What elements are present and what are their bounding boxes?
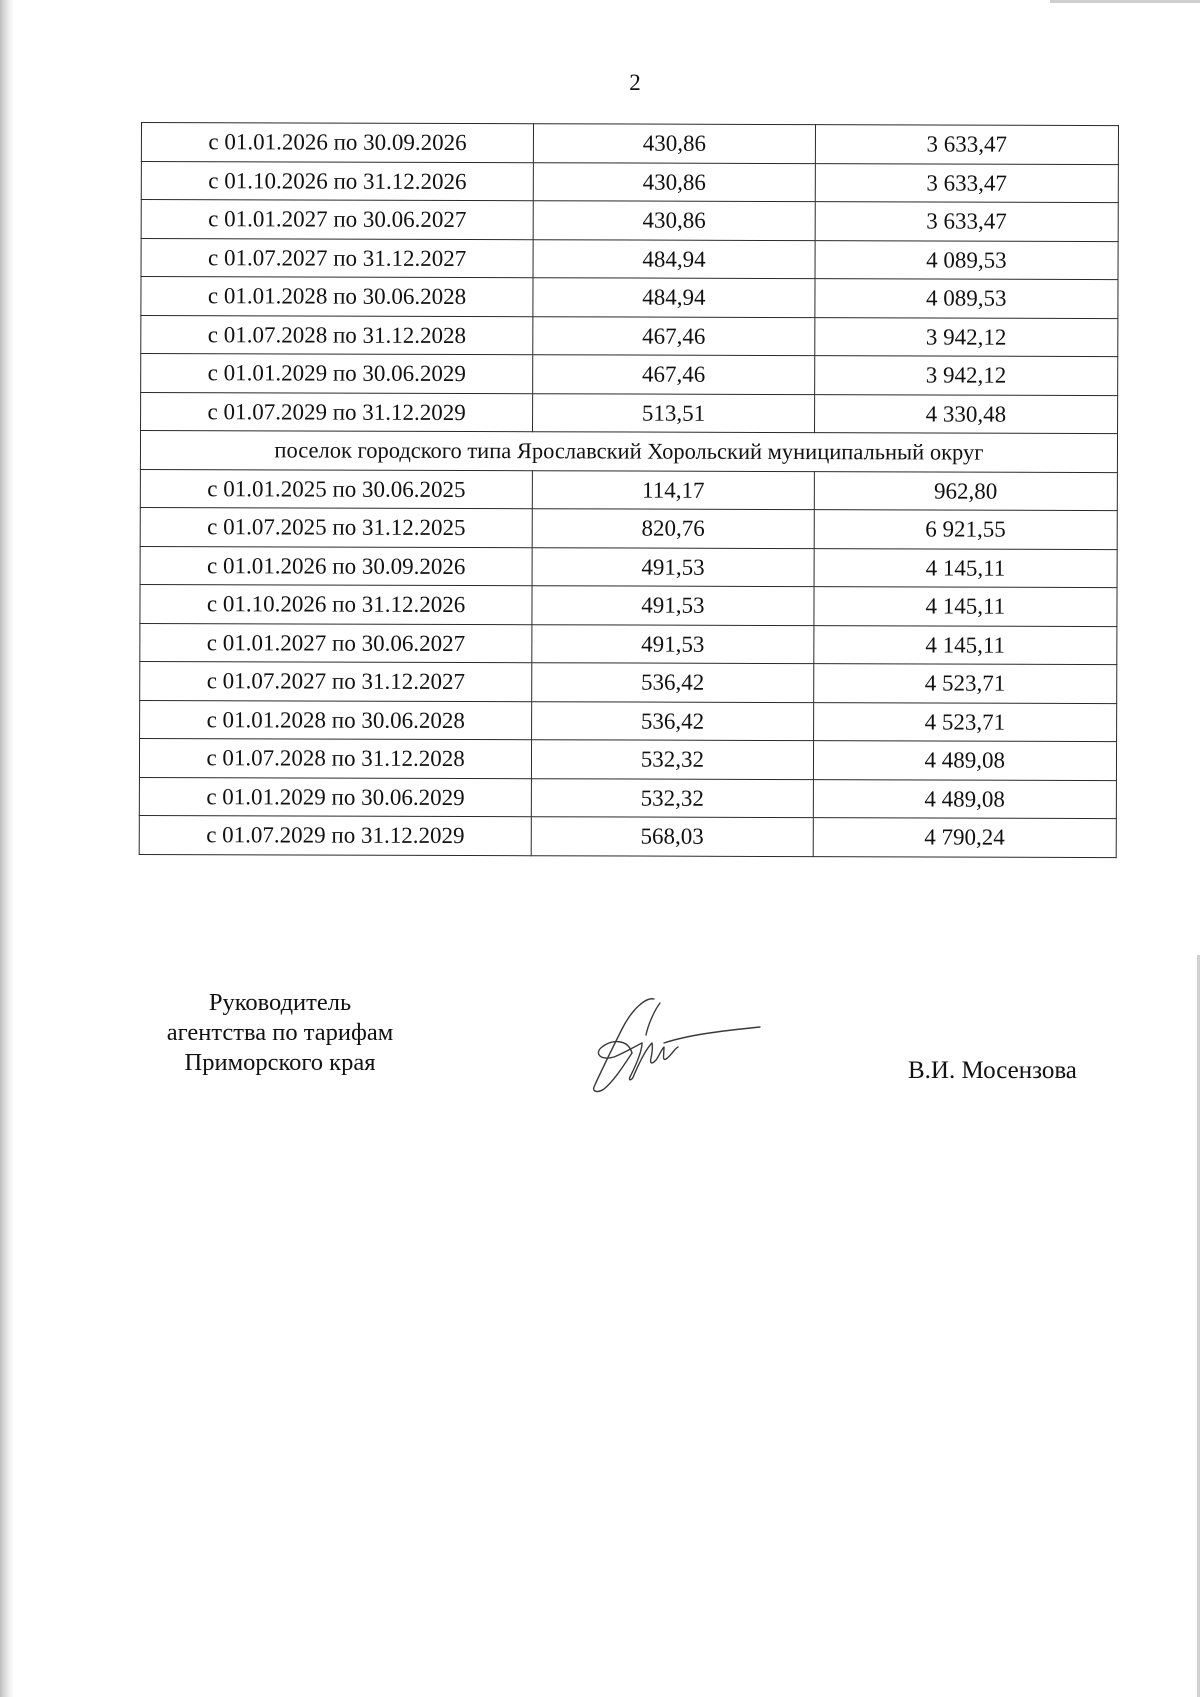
value-2-cell: 3 942,12 <box>814 356 1117 395</box>
table-row <box>141 392 1118 434</box>
handwritten-signature <box>588 995 768 1095</box>
value-1-cell: 820,76 <box>532 509 814 548</box>
period-cell: с 01.07.2028 по 31.12.2028 <box>141 315 533 355</box>
period-cell: с 01.07.2029 по 31.12.2029 <box>141 392 533 432</box>
table-row <box>140 661 1117 703</box>
table-row <box>141 354 1118 396</box>
value-1-cell: 430,86 <box>533 201 815 240</box>
value-2-cell: 4 145,11 <box>813 625 1116 664</box>
value-2-cell: 962,80 <box>814 471 1117 510</box>
section-heading-row <box>140 431 1117 473</box>
table-row <box>140 469 1117 511</box>
value-1-cell: 536,42 <box>532 663 814 702</box>
period-cell: с 01.01.2026 по 30.09.2026 <box>140 546 532 586</box>
value-1-cell: 114,17 <box>533 470 815 509</box>
value-1-cell: 491,53 <box>532 586 814 625</box>
value-1-cell: 491,53 <box>532 624 814 663</box>
table-row <box>141 277 1118 319</box>
value-1-cell: 430,86 <box>533 162 815 201</box>
period-cell: с 01.01.2028 по 30.06.2028 <box>140 700 532 740</box>
table-row <box>141 238 1118 280</box>
period-cell: с 01.01.2029 по 30.06.2029 <box>139 777 531 817</box>
value-2-cell: 4 145,11 <box>814 587 1117 626</box>
period-cell: с 01.07.2025 по 31.12.2025 <box>140 507 532 547</box>
table-row <box>141 200 1118 242</box>
signatory-position-line: Приморского края <box>184 1049 376 1076</box>
value-1-cell: 568,03 <box>531 817 813 856</box>
period-cell: с 01.07.2027 по 31.12.2027 <box>140 661 532 701</box>
value-1-cell: 467,46 <box>533 316 815 355</box>
table-row <box>141 161 1118 203</box>
period-cell: с 01.01.2027 по 30.06.2027 <box>140 623 532 663</box>
period-cell: с 01.10.2026 по 31.12.2026 <box>141 161 533 201</box>
value-2-cell: 3 633,47 <box>815 163 1118 202</box>
period-cell: с 01.01.2027 по 30.06.2027 <box>141 200 533 240</box>
value-2-cell: 3 942,12 <box>814 317 1117 356</box>
page-number: 2 <box>629 70 641 95</box>
value-2-cell: 4 489,08 <box>813 741 1116 780</box>
value-2-cell: 4 790,24 <box>813 818 1116 857</box>
section-heading: поселок городского типа Ярославский Хорольский муниципальный округ <box>140 431 1117 473</box>
period-cell: с 01.07.2029 по 31.12.2029 <box>139 815 531 855</box>
table-row <box>141 123 1118 165</box>
value-2-cell: 4 145,11 <box>814 548 1117 587</box>
value-2-cell: 4 523,71 <box>813 702 1116 741</box>
value-1-cell: 532,32 <box>532 778 814 817</box>
value-2-cell: 6 921,55 <box>814 510 1117 549</box>
table-row <box>140 507 1117 549</box>
value-1-cell: 484,94 <box>533 278 815 317</box>
value-2-cell: 4 489,08 <box>813 779 1116 818</box>
value-1-cell: 536,42 <box>532 701 814 740</box>
value-2-cell: 4 330,48 <box>814 394 1117 433</box>
period-cell: с 01.01.2029 по 30.06.2029 <box>141 354 533 394</box>
tariff-table <box>139 122 1119 858</box>
table-row <box>140 584 1117 626</box>
value-2-cell: 3 633,47 <box>815 125 1118 164</box>
value-1-cell: 430,86 <box>534 124 816 163</box>
table-row <box>139 738 1116 780</box>
value-1-cell: 491,53 <box>532 547 814 586</box>
signatory-position <box>130 988 430 1078</box>
value-2-cell: 4 089,53 <box>815 240 1118 279</box>
table-row <box>141 315 1118 357</box>
table-row <box>140 546 1117 588</box>
table-row <box>140 623 1117 665</box>
table-row <box>139 777 1116 819</box>
value-1-cell: 532,32 <box>532 740 814 779</box>
table-row <box>139 815 1116 857</box>
signatory-name: В.И. Мосензова <box>908 1057 1077 1084</box>
period-cell: с 01.10.2026 по 31.12.2026 <box>140 584 532 624</box>
tariff-table-body <box>139 123 1118 858</box>
period-cell: с 01.01.2028 по 30.06.2028 <box>141 277 533 317</box>
value-2-cell: 3 633,47 <box>815 202 1118 241</box>
scan-edge-left <box>0 0 14 1697</box>
period-cell: с 01.01.2025 по 30.06.2025 <box>140 469 532 509</box>
signatory-position-line: агентства по тарифам <box>166 1019 394 1046</box>
value-1-cell: 513,51 <box>533 393 815 432</box>
value-2-cell: 4 089,53 <box>815 279 1118 318</box>
period-cell: с 01.07.2027 по 31.12.2027 <box>141 238 533 278</box>
period-cell: с 01.07.2028 по 31.12.2028 <box>139 738 531 778</box>
period-cell: с 01.01.2026 по 30.09.2026 <box>141 123 533 163</box>
value-1-cell: 484,94 <box>533 239 815 278</box>
table-row <box>140 700 1117 742</box>
value-1-cell: 467,46 <box>533 355 815 394</box>
value-2-cell: 4 523,71 <box>813 664 1116 703</box>
scan-edge-top <box>1050 0 1200 3</box>
signatory-position-line: Руководитель <box>208 989 352 1016</box>
